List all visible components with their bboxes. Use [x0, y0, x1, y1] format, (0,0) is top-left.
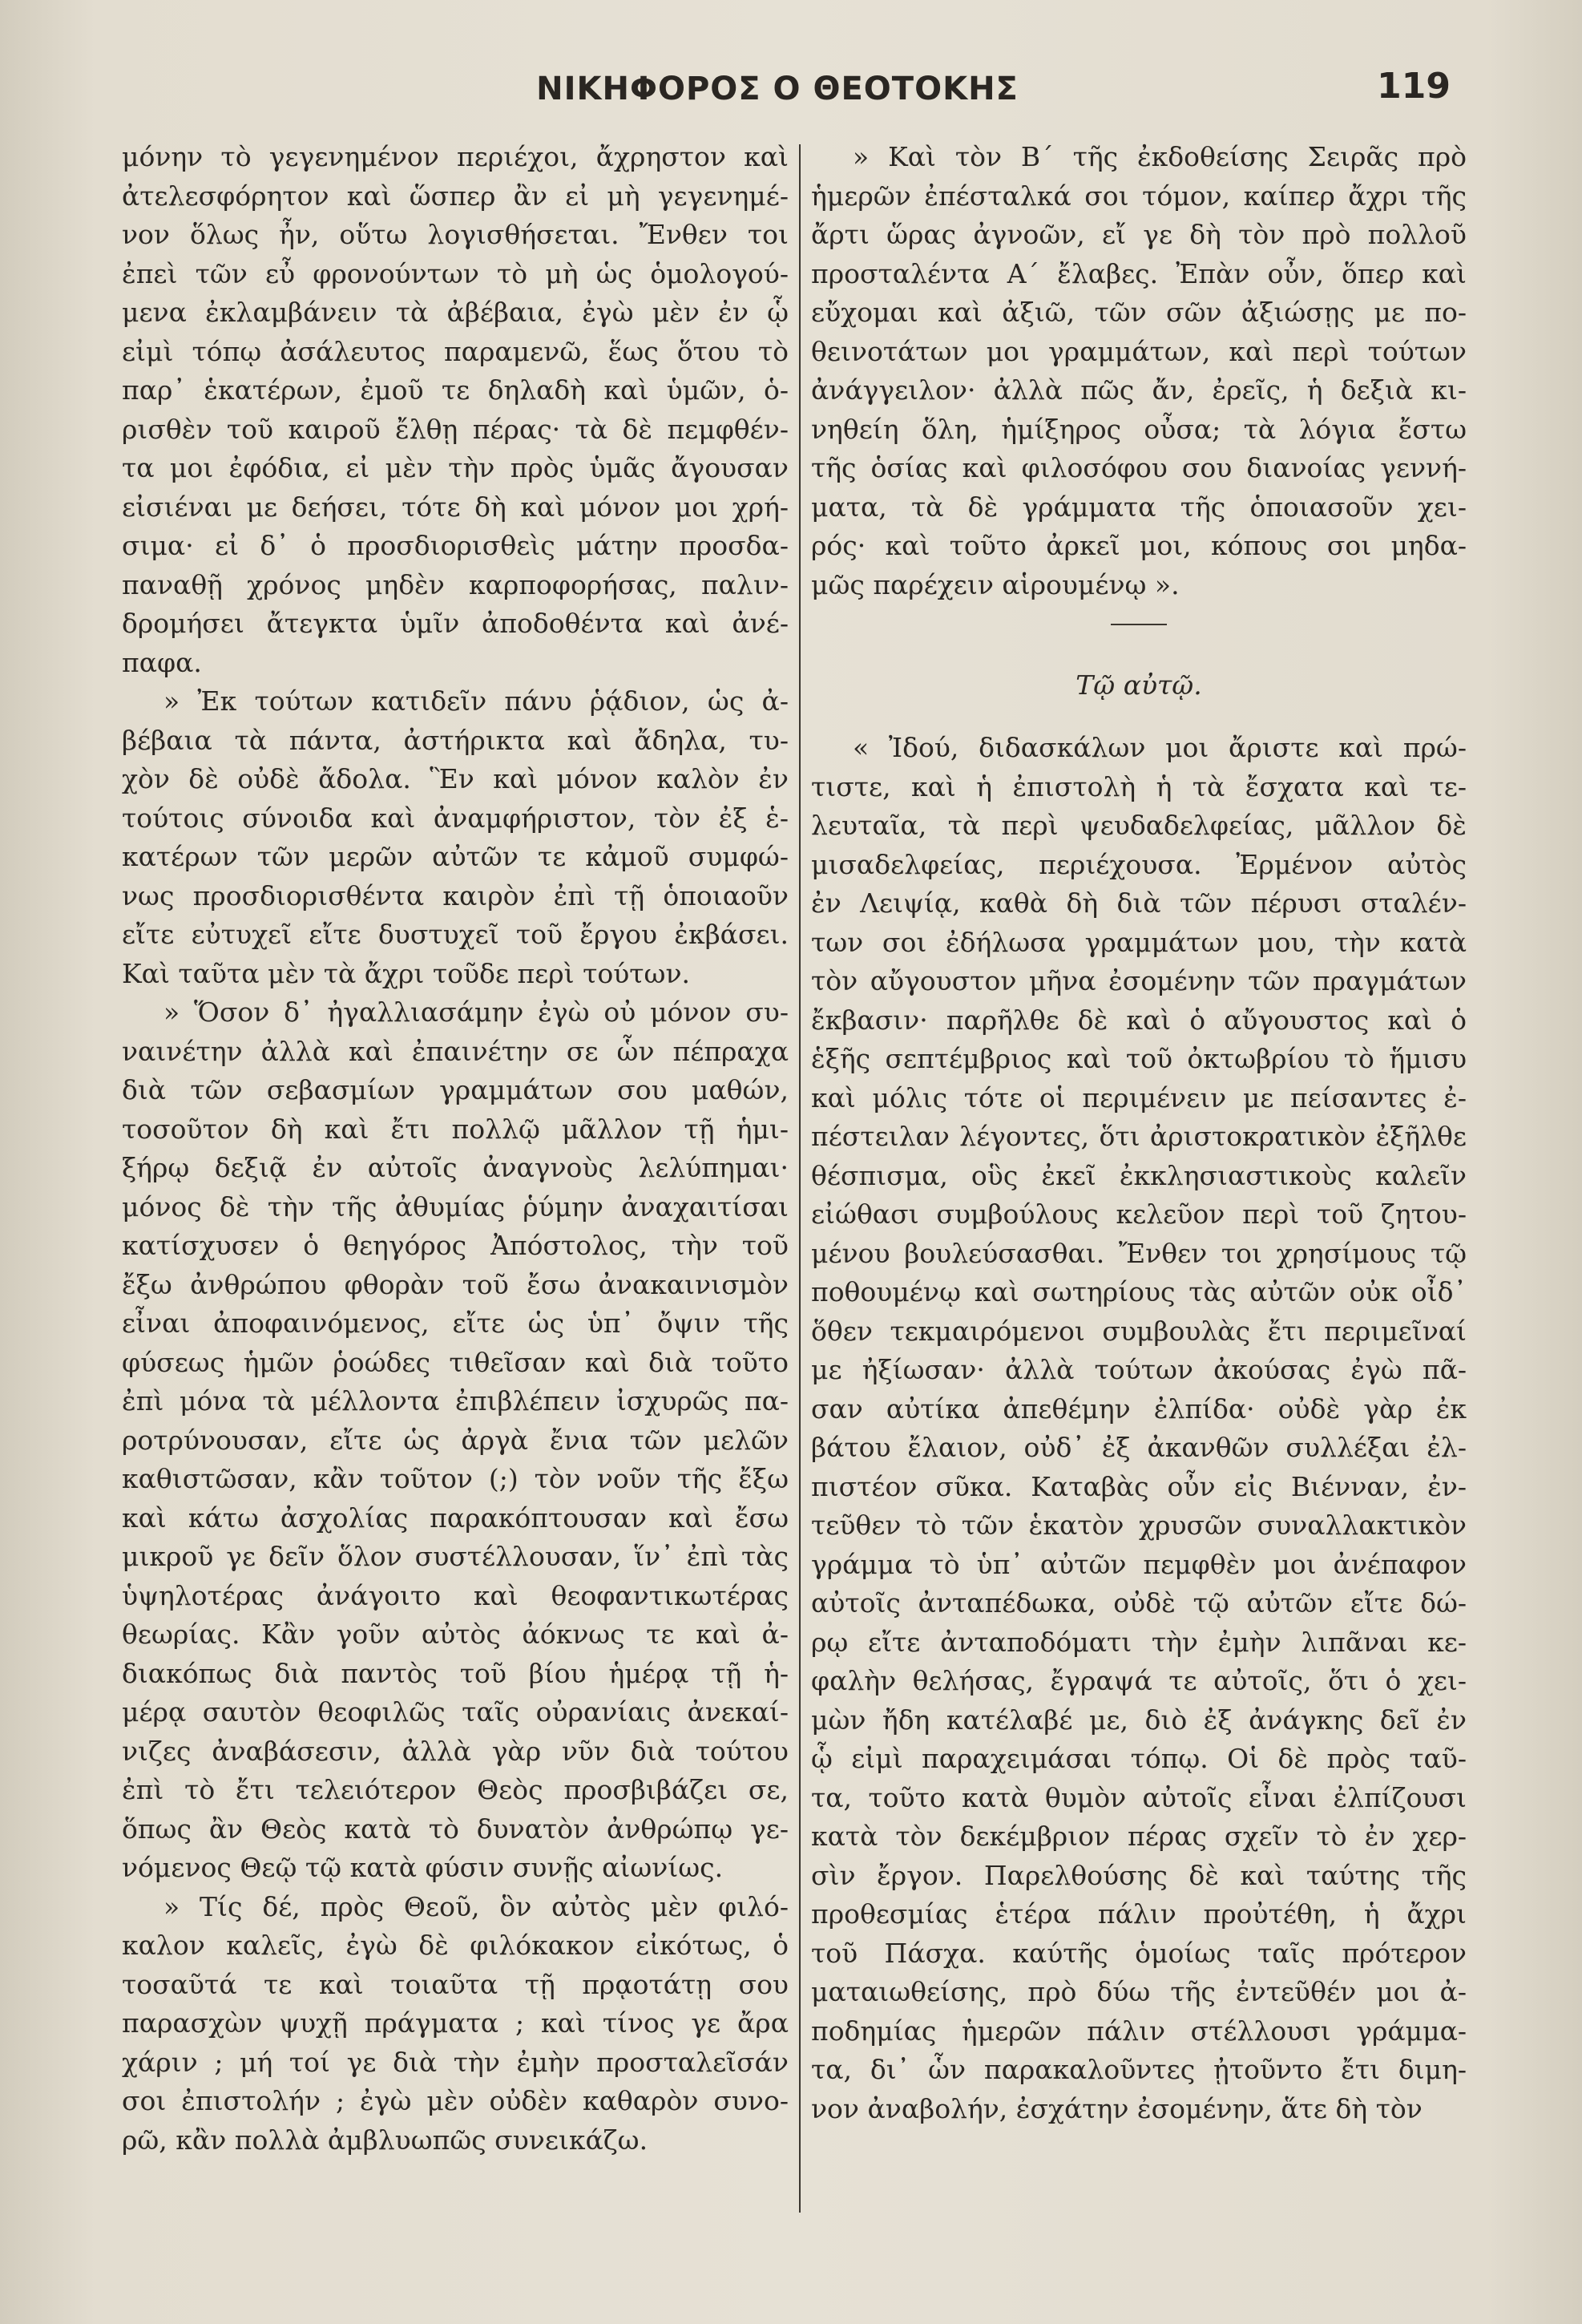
text-line: Καὶ ταῦτα μὲν τὰ ἄχρι τοῦδε περὶ τούτων.: [122, 957, 691, 989]
text-line: ἐν Λειψίᾳ, καθὰ δὴ διὰ τῶν πέρυσι σταλέν-: [811, 887, 1467, 919]
text-line: νιζες ἀναβάσεσιν, ἀλλὰ γὰρ νῦν διὰ τούτου: [122, 1735, 789, 1767]
text-line: θεινοτάτων μοι γραμμάτων, καὶ περὶ τούτων: [811, 335, 1467, 367]
text-line: νηθείη ὅλη, ἡμίξηρος οὖσα; τὰ λόγια ἔστω: [811, 413, 1467, 445]
text-line: τούτοις σύνοιδα καὶ ἀναμφήριστον, τὸν ἐξ ἑ-: [122, 802, 789, 834]
text-line: τὸν αὔγουστον μῆνα ἐσομένην τῶν πραγμάτων: [811, 965, 1467, 996]
text-line: τοσαῦτά τε καὶ τοιαῦτα τῇ πρᾳοτάτῃ σου: [122, 1968, 789, 2000]
text-line: εἴτε εὐτυχεῖ εἴτε δυστυχεῖ τοῦ ἔργου ἐκβάσει.: [122, 919, 789, 950]
text-line: σιμα· εἰ δ᾽ ὁ προσδιορισθεὶς μάτην προσδα-: [122, 530, 789, 561]
text-line: ρῳ εἴτε ἀνταποδόματι τὴν ἐμὴν λιπᾶναι κε-: [811, 1626, 1467, 1658]
text-line: με ἠξίωσαν· ἀλλὰ τούτων ἀκούσας ἐγὼ πᾶ-: [811, 1354, 1467, 1385]
text-line: τα, δι᾽ ὧν παρακαλοῦντες ᾐτοῦντο ἔτι διμη-: [811, 2054, 1467, 2085]
text-line: διὰ τῶν σεβασμίων γραμμάτων σου μαθών,: [122, 1074, 789, 1105]
text-line: χάριν ; μή τοί γε διὰ τὴν ἐμὴν προσταλεῖσάν: [122, 2046, 789, 2078]
text-line: μικροῦ γε δεῖν ὅλον συστέλλουσαν, ἵν᾽ ἐπὶ τὰς: [122, 1541, 789, 1572]
text-line: λευταῖα, τὰ περὶ ψευδαδελφείας, μᾶλλον δὲ: [811, 810, 1467, 841]
text-line: μισαδελφείας, περιέχουσα. Ἐρμένον αὐτὸς: [811, 848, 1467, 880]
text-line: μόνος δὲ τὴν τῆς ἀθυμίας ῥύμην ἀναχαιτίσαι: [122, 1190, 789, 1223]
text-line: ποθουμένῳ καὶ σωτηρίους τὰς αὐτῶν οὐκ οἶδ᾽: [811, 1276, 1467, 1308]
text-line: νως προσδιορισθέντα καιρὸν ἐπὶ τῇ ὁποιαοῦν: [122, 879, 789, 911]
text-line: ναινέτην ἀλλὰ καὶ ἐπαινέτην σε ὧν πέπραχα: [122, 1035, 789, 1067]
letter-heading: Τῷ αὐτῷ.: [1076, 669, 1202, 701]
text-line: ἡμερῶν ἐπέσταλκά σοι τόμον, καίπερ ἄχρι τῆς: [811, 180, 1467, 212]
page-header: [104, 66, 1451, 122]
text-line: μέρᾳ σαυτὸν θεοφιλῶς ταῖς οὐρανίαις ἀνεκαί-: [122, 1696, 789, 1728]
right-column: [811, 138, 1467, 2128]
text-line: τοσοῦτον δὴ καὶ ἔτι πολλῷ μᾶλλον τῇ ἡμι-: [122, 1113, 789, 1145]
text-line: εὔχομαι καὶ ἀξιῶ, τῶν σῶν ἀξιώσῃς με πο-: [811, 297, 1467, 328]
text-line: ὅπως ἂν Θεὸς κατὰ τὸ δυνατὸν ἀνθρώπῳ γε-: [122, 1813, 789, 1845]
text-line: παρασχὼν ψυχῇ πράγματα ; καὶ τίνος γε ἄρα: [122, 2007, 789, 2039]
text-line: « Ἰδού, διδασκάλων μοι ἄριστε καὶ πρώ-: [853, 732, 1467, 763]
text-line: ροτρύνουσαν, εἴτε ὡς ἀργὰ ἔνια τῶν μελῶν: [122, 1424, 789, 1456]
text-line: ἐπὶ μόνα τὰ μέλλοντα ἐπιβλέπειν ἰσχυρῶς πα-: [122, 1385, 789, 1417]
text-line: ρισθὲν τοῦ καιροῦ ἔλθῃ πέρας· τὰ δὲ πεμφθέν-: [122, 413, 789, 445]
section-separator: [811, 604, 1467, 644]
text-line: ρός· καὶ τοῦτο ἀρκεῖ μοι, κόπους σοι μηδα-: [811, 530, 1467, 561]
text-line: διακόπως διὰ παντὸς τοῦ βίου ἡμέρᾳ τῇ ἡ-: [122, 1657, 789, 1689]
text-line: ἀτελεσφόρητον καὶ ὥσπερ ἂν εἰ μὴ γεγενημέ-: [122, 180, 789, 212]
text-line: » Ὅσον δ᾽ ἠγαλλιασάμην ἐγὼ οὐ μόνον συ-: [163, 996, 789, 1028]
text-line: ἄρτι ὥρας ἀγνοῶν, εἴ γε δὴ τὸν πρὸ πολλοῦ: [811, 219, 1467, 250]
text-line: των σοι ἐδήλωσα γραμμάτων μου, τὴν κατὰ: [811, 926, 1467, 958]
text-line: ᾧ εἰμὶ παραχειμάσαι τόπῳ. Οἱ δὲ πρὸς ταῦ-: [811, 1743, 1467, 1774]
text-line: καλον καλεῖς, ἐγὼ δὲ φιλόκακον εἰκότως, ὁ: [122, 1930, 789, 1961]
text-line: θεωρίας. Κἂν γοῦν αὐτὸς ἀόκνως τε καὶ ἀ-: [122, 1619, 789, 1650]
text-line: θέσπισμα, οὓς ἐκεῖ ἐκκλησιαστικοὺς καλεῖν: [811, 1159, 1467, 1191]
text-line: » Καὶ τὸν Β´ τῆς ἐκδοθείσης Σειρᾶς πρὸ: [853, 141, 1467, 172]
text-line: μενα ἐκλαμβάνειν τὰ ἀβέβαια, ἐγὼ μὲν ἐν ᾧ: [122, 297, 789, 328]
text-line: σοι ἐπιστολήν ; ἐγὼ μὲν οὐδὲν καθαρὸν συνο-: [122, 2085, 789, 2116]
text-line: καὶ κάτω ἀσχολίας παρακόπτουσαν καὶ ἔσω: [122, 1502, 789, 1534]
text-line: δρομήσει ἄτεγκτα ὑμῖν ἀποδοθέντα καὶ ἀνέ-: [122, 608, 789, 639]
text-line: ματα, τὰ δὲ γράμματα τῆς ὁποιασοῦν χει-: [811, 491, 1467, 523]
text-line: παφα.: [122, 646, 202, 678]
text-line: βάτου ἔλαιον, οὐδ᾽ ἐξ ἀκανθῶν συλλέξαι ἐλ-: [811, 1432, 1467, 1463]
text-line: τοῦ Πάσχα. καύτῆς ὁμοίως ταῖς πρότερον: [811, 1937, 1467, 1969]
text-line: ποδημίας ἡμερῶν πάλιν στέλλουσι γράμμα-: [811, 2015, 1467, 2047]
text-line: τιστε, καὶ ἡ ἐπιστολὴ ἡ τὰ ἔσχατα καὶ τε-: [811, 770, 1467, 802]
text-line: ρῶ, κἂν πολλὰ ἀμβλυωπῶς συνεικάζω.: [122, 2124, 648, 2156]
text-line: παρ᾽ ἑκατέρων, ἐμοῦ τε δηλαδὴ καὶ ὑμῶν, ὁ-: [122, 374, 789, 406]
text-line: νον ἀναβολήν, ἐσχάτην ἐσομένην, ἅτε δὴ τὸν: [811, 2092, 1423, 2124]
text-line: φαλὴν θελήσας, ἔγραψά τε αὐτοῖς, ὅτι ὁ χει-: [811, 1665, 1467, 1696]
column-divider: [799, 144, 801, 2213]
text-line: ξήρῳ δεξιᾷ ἐν αὐτοῖς ἀναγνοὺς λελύπημαι·: [122, 1152, 789, 1183]
text-line: μένου βουλεύσασθαι. Ἔνθεν τοι χρησίμους τῷ: [811, 1237, 1467, 1269]
text-line: πιστέον σῦκα. Καταβὰς οὖν εἰς Βιένναν, ἐν-: [811, 1470, 1467, 1502]
text-line: » Τίς δέ, πρὸς Θεοῦ, ὃν αὐτὸς μὲν φιλό-: [163, 1890, 789, 1922]
text-line: πέστειλαν λέγοντες, ὅτι ἀριστοκρατικὸν ἐξῆλθε: [811, 1121, 1467, 1152]
right-column-letter: [811, 729, 1467, 2128]
text-line: εἰμὶ τόπῳ ἀσάλευτος παραμενῶ, ἕως ὅτου τὸ: [122, 335, 789, 367]
text-line: ἀνάγγειλον· ἀλλὰ πῶς ἄν, ἐρεῖς, ἡ δεξιὰ κι-: [811, 374, 1467, 406]
text-line: ἔκβασιν· παρῆλθε δὲ καὶ ὁ αὔγουστος καὶ ὁ: [811, 1004, 1467, 1036]
text-line: εἰώθασι συμβούλους κελεῦον περὶ τοῦ ζητου-: [811, 1198, 1467, 1230]
running-title: ΝΙΚΗΦΟΡΟΣ Ο ΘΕΟΤΟΚΗΣ: [536, 71, 1019, 107]
text-line: προθεσμίας ἑτέρα πάλιν προὐτέθη, ἡ ἄχρι: [811, 1898, 1467, 1930]
text-line: νον ὅλως ἦν, οὕτω λογισθήσεται. Ἔνθεν τοι: [122, 219, 789, 250]
text-line: νόμενος Θεῷ τῷ κατὰ φύσιν συνῇς αἰωνίως.: [122, 1852, 724, 1883]
text-line: μόνην τὸ γεγενημένον περιέχοι, ἄχρηστον καὶ: [122, 141, 789, 172]
text-line: ἑξῆς σεπτέμβριος καὶ τοῦ ὀκτωβρίου τὸ ἥμισυ: [811, 1043, 1467, 1074]
text-line: ὑψηλοτέρας ἀνάγοιτο καὶ θεοφαντικωτέρας: [122, 1579, 789, 1611]
text-line: τα μοι ἐφόδια, εἰ μὲν τὴν πρὸς ὑμᾶς ἄγουσαν: [122, 452, 789, 483]
text-line: αὐτοῖς ἀνταπέδωκα, οὐδὲ τῷ αὐτῶν εἴτε δώ-: [811, 1587, 1467, 1619]
text-line: καθιστῶσαν, κἂν τοῦτον (;) τὸν νοῦν τῆς ἔξω: [122, 1463, 789, 1494]
text-line: παναθῇ χρόνος μηδὲν καρποφορήσας, παλιν-: [122, 568, 789, 600]
text-line: γράμμα τὸ ὑπ᾽ αὐτῶν πεμφθὲν μοι ἀνέπαφον: [811, 1548, 1467, 1580]
text-line: τῆς ὁσίας καὶ φιλοσόφου σου διανοίας γεννή-: [811, 452, 1467, 483]
text-line: βέβαια τὰ πάντα, ἀστήρικτα καὶ ἄδηλα, τυ-: [122, 724, 789, 756]
text-line: ἔξω ἀνθρώπου φθορὰν τοῦ ἔσω ἀνακαινισμὸν: [122, 1268, 789, 1300]
text-line: σαν αὐτίκα ἀπεθέμην ἐλπίδα· οὐδὲ γὰρ ἐκ: [811, 1392, 1467, 1425]
text-line: χὸν δὲ οὐδὲ ἄδολα. Ἓν καὶ μόνον καλὸν ἐν: [122, 763, 789, 794]
text-line: προσταλέντα Α´ ἔλαβες. Ἐπὰν οὖν, ὅπερ καὶ: [811, 257, 1467, 289]
text-line: τεῦθεν τὸ τῶν ἑκατὸν χρυσῶν συναλλακτικὸν: [811, 1510, 1467, 1541]
text-line: ἐπεὶ τῶν εὖ φρονούντων τὸ μὴ ὡς ὁμολογού-: [122, 257, 789, 289]
text-line: τα, τοῦτο κατὰ θυμὸν αὐτοῖς εἶναι ἐλπίζουσι: [811, 1781, 1467, 1813]
text-line: ὅθεν τεκμαιρόμενοι συμβουλὰς ἔτι περιμεῖναί: [811, 1315, 1467, 1347]
text-line: μῶς παρέχειν αἱρουμένῳ ».: [811, 568, 1180, 600]
text-line: σὶν ἔργον. Παρελθούσης δὲ καὶ ταύτης τῆς: [811, 1859, 1467, 1891]
text-line: κατίσχυσεν ὁ θεηγόρος Ἀπόστολος, τὴν τοῦ: [122, 1230, 789, 1261]
text-line: » Ἐκ τούτων κατιδεῖν πάνυ ῥᾴδιον, ὡς ἀ-: [163, 685, 789, 717]
text-line: ἐπὶ τὸ ἔτι τελειότερον Θεὸς προσβιβάζει σε,: [122, 1774, 789, 1805]
text-line: εἶναι ἀποφαινόμενος, εἴτε ὡς ὑπ᾽ ὄψιν τῆς: [122, 1308, 789, 1339]
text-line: ματαιωθείσης, πρὸ δύω τῆς ἐντεῦθέν μοι ἀ-: [811, 1976, 1467, 2007]
text-line: κατέρων τῶν μερῶν αὐτῶν τε κἀμοῦ συμφώ-: [122, 841, 789, 872]
right-column-intro: [811, 138, 1467, 604]
text-line: κατὰ τὸν δεκέμβριον πέρας σχεῖν τὸ ἐν χερ-: [811, 1821, 1467, 1852]
left-column: [122, 138, 789, 2160]
page-number: 119: [1377, 66, 1451, 107]
text-line: καὶ μόλις τότε οἱ περιμένειν με πείσαντες ἐ-: [811, 1081, 1467, 1113]
text-line: φύσεως ἡμῶν ῥοώδες τιθεῖσαν καὶ διὰ τοῦτο: [122, 1346, 789, 1378]
text-line: εἰσιέναι με δεήσει, τότε δὴ καὶ μόνον μοι χρή-: [122, 491, 789, 523]
text-line: μὼν ἤδη κατέλαβέ με, διὸ ἐξ ἀνάγκης δεῖ ἐν: [811, 1704, 1467, 1736]
